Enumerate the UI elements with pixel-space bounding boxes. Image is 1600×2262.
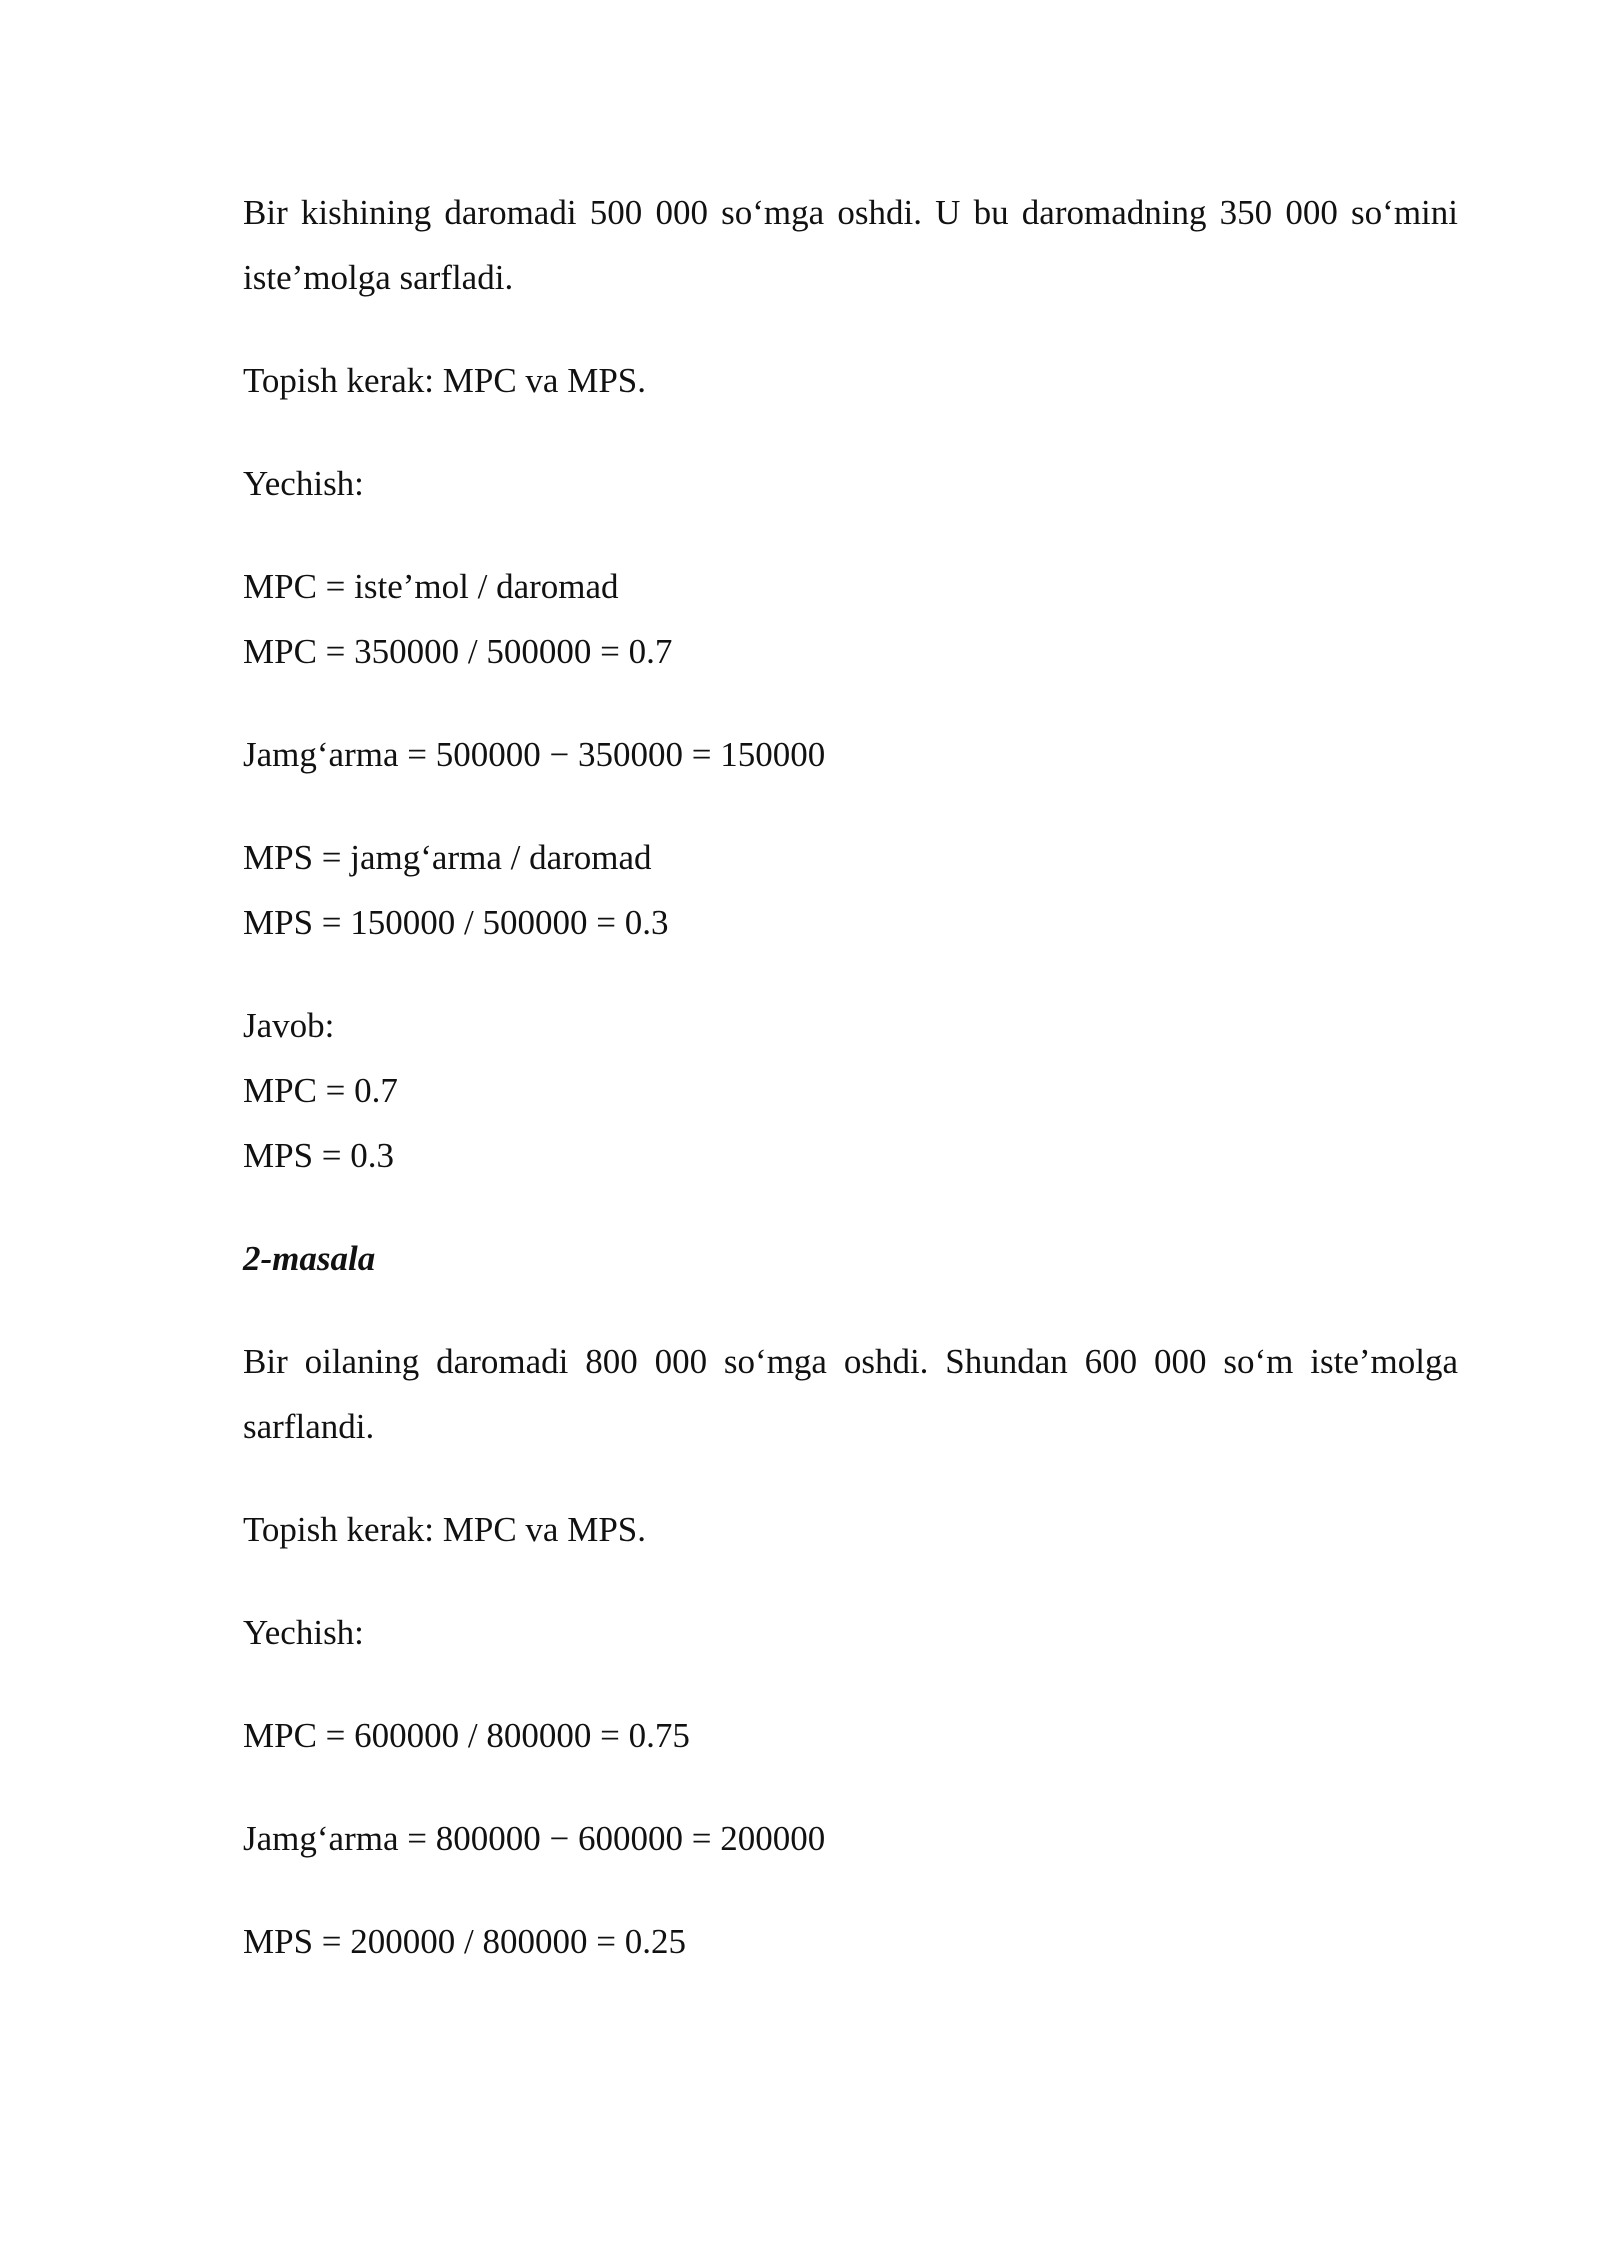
problem2-savings-calc: Jamg‘arma = 800000 − 600000 = 200000	[243, 1819, 826, 1858]
problem2-statement: Bir oilaning daromadi 800 000 so‘mga oshdi. Shundan 600 000 so‘m iste’molga sarflandi.	[243, 1342, 1458, 1446]
problem1-mpc-calc: MPC = 350000 / 500000 = 0.7	[243, 632, 673, 671]
document-body	[243, 180, 1458, 2012]
problem2-solution-label: Yechish:	[243, 1613, 364, 1652]
problem1-mps-formula: MPS = jamg‘arma / daromad	[243, 838, 652, 877]
problem1-solution-label: Yechish:	[243, 464, 364, 503]
problem1-mpc-block	[243, 554, 1458, 684]
problem1-mps-calc: MPS = 150000 / 500000 = 0.3	[243, 903, 669, 942]
problem1-answer-block	[243, 993, 1458, 1188]
problem1-answer-mps: MPS = 0.3	[243, 1136, 395, 1175]
problem2-task: Topish kerak: MPC va MPS.	[243, 1510, 646, 1549]
problem1-task: Topish kerak: MPC va MPS.	[243, 361, 646, 400]
problem2-heading: 2-masala	[243, 1239, 376, 1278]
problem1-mps-block	[243, 825, 1458, 955]
problem2-mpc-calc: MPC = 600000 / 800000 = 0.75	[243, 1716, 690, 1755]
problem1-answer-label: Javob:	[243, 1006, 335, 1045]
problem1-mpc-formula: MPC = iste’mol / daromad	[243, 567, 619, 606]
problem1-savings-calc: Jamg‘arma = 500000 − 350000 = 150000	[243, 735, 826, 774]
problem1-answer-mpc: MPC = 0.7	[243, 1071, 398, 1110]
problem1-statement: Bir kishining daromadi 500 000 so‘mga oshdi. U bu daromadning 350 000 so‘mini iste’molga sarfladi.	[243, 193, 1458, 297]
problem2-mps-calc: MPS = 200000 / 800000 = 0.25	[243, 1922, 687, 1961]
